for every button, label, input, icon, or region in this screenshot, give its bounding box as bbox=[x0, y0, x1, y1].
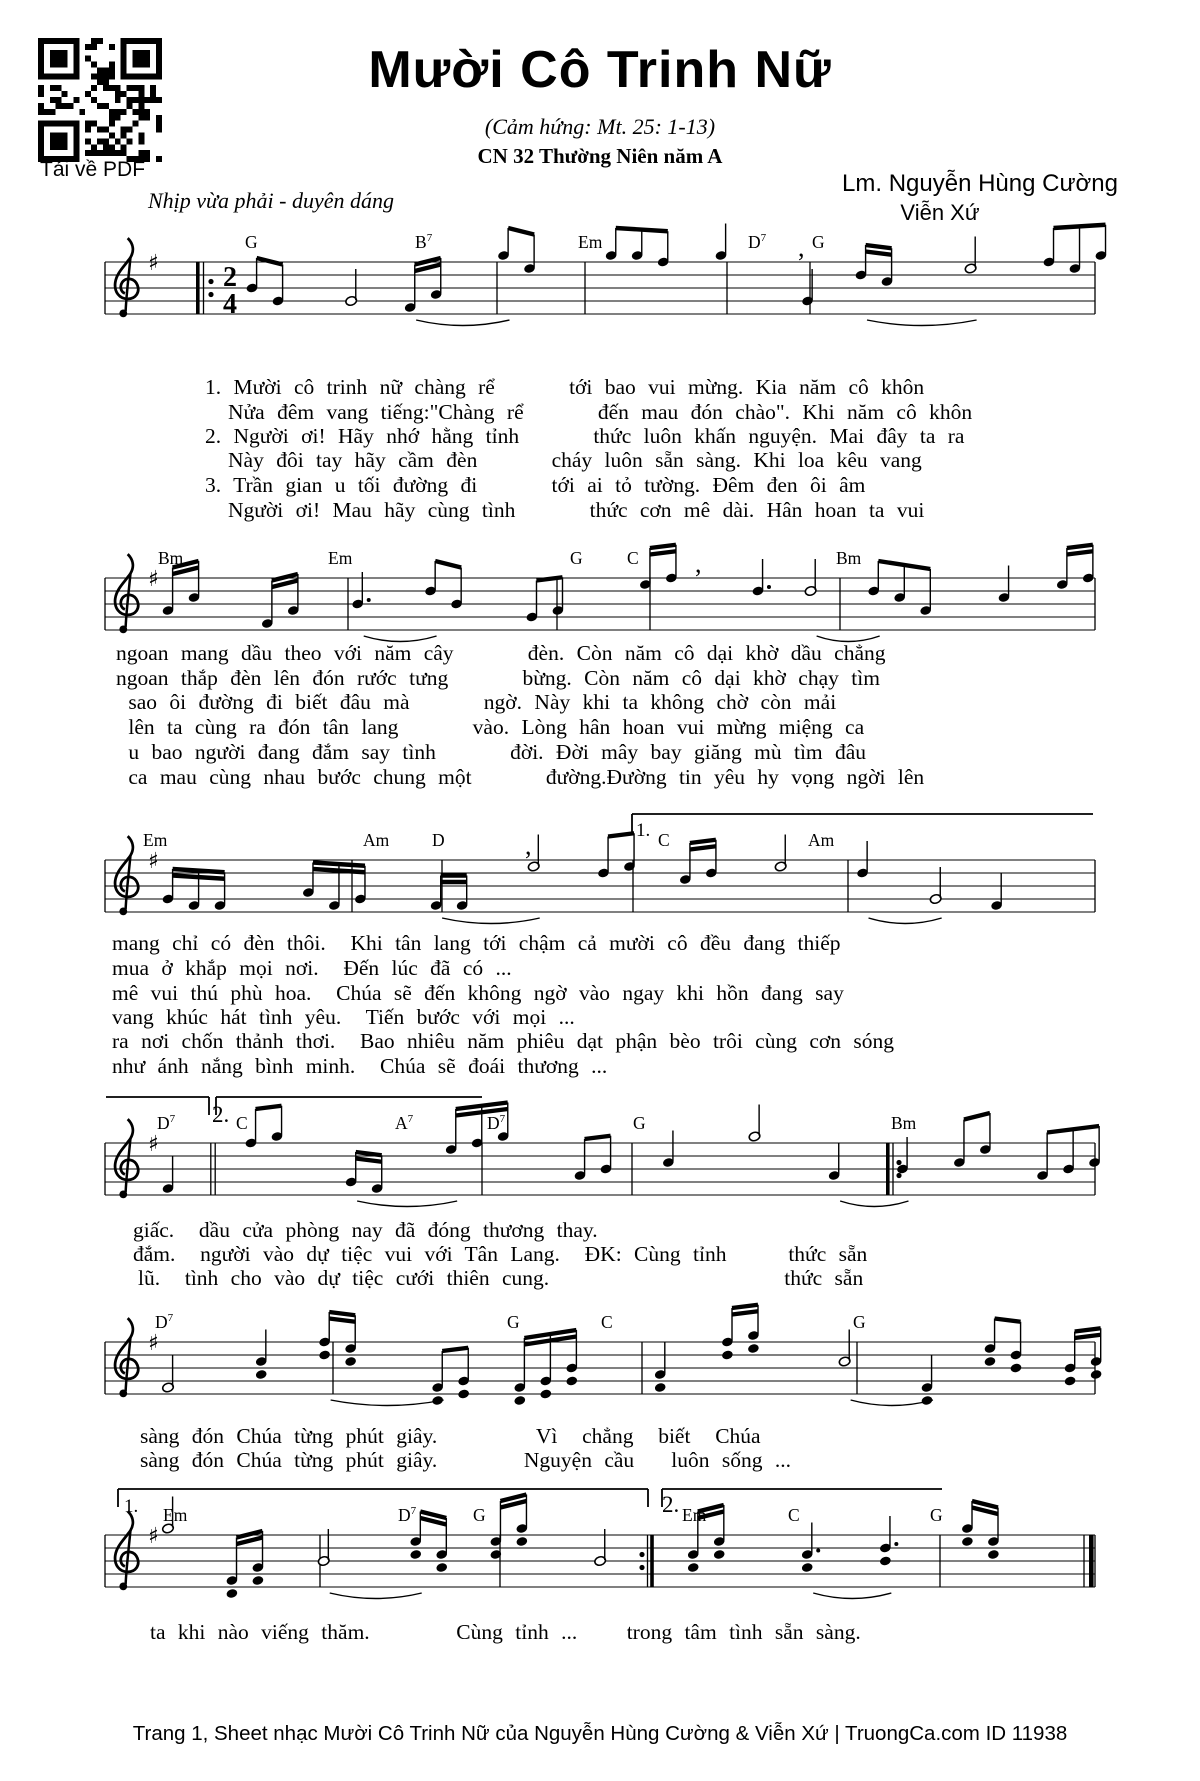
lyric-line: mua ở khắp mọi nơi. Đến lúc đã có ... bbox=[112, 956, 512, 980]
staff-system-6 bbox=[0, 1477, 1200, 1607]
chord-label: $B^7$ bbox=[415, 232, 433, 252]
chord-label: G bbox=[930, 1505, 943, 1525]
occasion-line: CN 32 Thường Niên năm A bbox=[477, 144, 723, 168]
lyric-line: 2. Người ơi! Hãy nhớ hằng tỉnh thức luôn khấn nguyện. Mai đây ta ra bbox=[205, 424, 965, 448]
lyric-line: sàng đón Chúa từng phút giây. Vì chẳng biết Chúa bbox=[140, 1424, 761, 1448]
chord-label: D bbox=[432, 830, 445, 850]
chord-label: $D^7$ bbox=[157, 1113, 176, 1133]
arranger-name: Viễn Xứ bbox=[900, 200, 980, 225]
svg-text:4: 4 bbox=[223, 289, 237, 320]
svg-text:♯: ♯ bbox=[148, 1331, 159, 1356]
tempo-marking: Nhịp vừa phải - duyên dáng bbox=[148, 188, 395, 213]
lyric-line: 1. Mười cô trinh nữ chàng rể tới bao vui mừng. Kia năm cô khôn bbox=[205, 375, 925, 399]
chord-label: Em bbox=[143, 830, 168, 850]
lyric-line: u bao người đang đắm say tình đời. Đời mây bay giăng mù tìm đâu bbox=[116, 740, 867, 764]
chord-label: C bbox=[658, 830, 670, 850]
chord-label: C bbox=[627, 548, 639, 568]
chord-label: C bbox=[236, 1113, 248, 1133]
composer-name: Lm. Nguyễn Hùng Cường bbox=[842, 170, 1118, 197]
chord-label: $A^7$ bbox=[395, 1113, 414, 1133]
chord-label: $D^7$ bbox=[155, 1312, 174, 1332]
chord-label: $D^7$ bbox=[487, 1113, 506, 1133]
volta-2-label: 2. bbox=[212, 1102, 230, 1127]
svg-text:♯: ♯ bbox=[148, 567, 159, 592]
svg-text:2: 2 bbox=[223, 262, 237, 293]
chord-label: G bbox=[507, 1312, 520, 1332]
chord-label: C bbox=[788, 1505, 800, 1525]
svg-text:,: , bbox=[695, 549, 702, 578]
chord-label: Bm bbox=[158, 548, 184, 568]
page-title: Mười Cô Trinh Nữ bbox=[368, 41, 832, 99]
lyric-line: vang khúc hát tình yêu. Tiến bước với mọi ... bbox=[112, 1005, 575, 1029]
chord-label: Am bbox=[808, 830, 835, 850]
svg-text:♯: ♯ bbox=[148, 251, 159, 276]
lyric-line: Nửa đêm vang tiếng:"Chàng rể đến mau đón chào". Khi năm cô khôn bbox=[228, 400, 973, 424]
lyric-line: ta khi nào viếng thăm. Cùng tỉnh ... trong tâm tình sẵn sàng. bbox=[150, 1620, 861, 1644]
chord-label: Em bbox=[578, 232, 603, 252]
lyric-line: sao ôi đường đi biết đâu mà ngờ. Này khi ta không chờ còn mải bbox=[116, 690, 837, 714]
chord-label: Bm bbox=[891, 1113, 917, 1133]
lyric-line: giấc. dầu cửa phòng nay đã đóng thương thay. bbox=[133, 1218, 598, 1242]
staff-system-4 bbox=[0, 1085, 1200, 1215]
svg-text:♯: ♯ bbox=[148, 1132, 159, 1157]
staff-system-2 bbox=[0, 520, 1200, 650]
lyric-line: lũ. tình cho vào dự tiệc cưới thiên cung. thức sẵn bbox=[138, 1266, 864, 1290]
download-pdf-link[interactable]: Tải về PDF bbox=[40, 158, 146, 181]
chord-label: Em bbox=[163, 1505, 188, 1525]
svg-text:,: , bbox=[525, 831, 532, 860]
chord-label: G bbox=[570, 548, 583, 568]
chord-label: Em bbox=[682, 1505, 707, 1525]
lyric-line: mê vui thú phù hoa. Chúa sẽ đến không ngờ vào ngay khi hồn đang say bbox=[112, 981, 844, 1005]
chord-label: G bbox=[473, 1505, 486, 1525]
staff-system-3 bbox=[0, 802, 1200, 932]
chord-label: Am bbox=[363, 830, 390, 850]
inspiration-subtitle: (Cảm hứng: Mt. 25: 1-13) bbox=[484, 114, 716, 139]
lyric-line: 3. Trần gian u tối đường đi tới ai tỏ tường. Đêm đen ôi âm bbox=[205, 473, 866, 497]
chord-label: G bbox=[812, 232, 825, 252]
lyric-line: đắm. người vào dự tiệc vui với Tân Lang. ĐK: Cùng tỉnh thức sẵn bbox=[133, 1242, 868, 1266]
staff-system-5 bbox=[0, 1284, 1200, 1414]
chord-label: Bm bbox=[836, 548, 862, 568]
chord-label: Em bbox=[328, 548, 353, 568]
chord-label: G bbox=[245, 232, 258, 252]
chord-label: G bbox=[633, 1113, 646, 1133]
lyric-line: mang chỉ có đèn thôi. Khi tân lang tới chậm cả mười cô đều đang thiếp bbox=[112, 931, 841, 955]
chord-label: $D^7$ bbox=[398, 1505, 417, 1525]
svg-text:♯: ♯ bbox=[148, 1524, 159, 1549]
volta-1-label: 1. bbox=[124, 1496, 139, 1517]
lyric-line: ngoan mang dầu theo với năm cây đèn. Còn năm cô dại khờ dầu chẳng bbox=[116, 641, 886, 665]
staff-system-1 bbox=[0, 204, 1200, 334]
lyric-line: Người ơi! Mau hãy cùng tình thức cơn mê dài. Hân hoan ta vui bbox=[228, 498, 925, 522]
volta-1-label: 1. bbox=[636, 820, 651, 841]
lyric-line: ngoan thắp đèn lên đón rước tưng bừng. Còn năm cô dại khờ chạy tìm bbox=[116, 666, 880, 690]
svg-text:♯: ♯ bbox=[148, 849, 159, 874]
chord-label: C bbox=[601, 1312, 613, 1332]
lyric-line: ca mau cùng nhau bước chung một đường.Đường tin yêu hy vọng ngời lên bbox=[116, 765, 925, 789]
lyric-line: ra nơi chốn thảnh thơi. Bao nhiêu năm phiêu dạt phận bèo trôi cùng cơn sóng bbox=[112, 1029, 895, 1053]
lyric-line: như ánh nắng bình minh. Chúa sẽ đoái thương ... bbox=[112, 1054, 608, 1078]
lyric-line: sàng đón Chúa từng phút giây. Nguyện cầu luôn sống ... bbox=[140, 1448, 792, 1472]
lyric-line: Này đôi tay hãy cầm đèn cháy luôn sẵn sàng. Khi loa kêu vang bbox=[228, 448, 922, 472]
svg-text:,: , bbox=[798, 233, 805, 262]
lyric-line: lên ta cùng ra đón tân lang vào. Lòng hân hoan vui mừng miệng ca bbox=[116, 715, 865, 739]
chord-label: G bbox=[853, 1312, 866, 1332]
volta-2-label: 2. bbox=[662, 1492, 680, 1517]
page-footer: Trang 1, Sheet nhạc Mười Cô Trinh Nữ của Nguyễn Hùng Cường & Viễn Xứ | TruongCa.com ID 11938 bbox=[132, 1722, 1068, 1745]
chord-label: $D^7$ bbox=[748, 232, 767, 252]
